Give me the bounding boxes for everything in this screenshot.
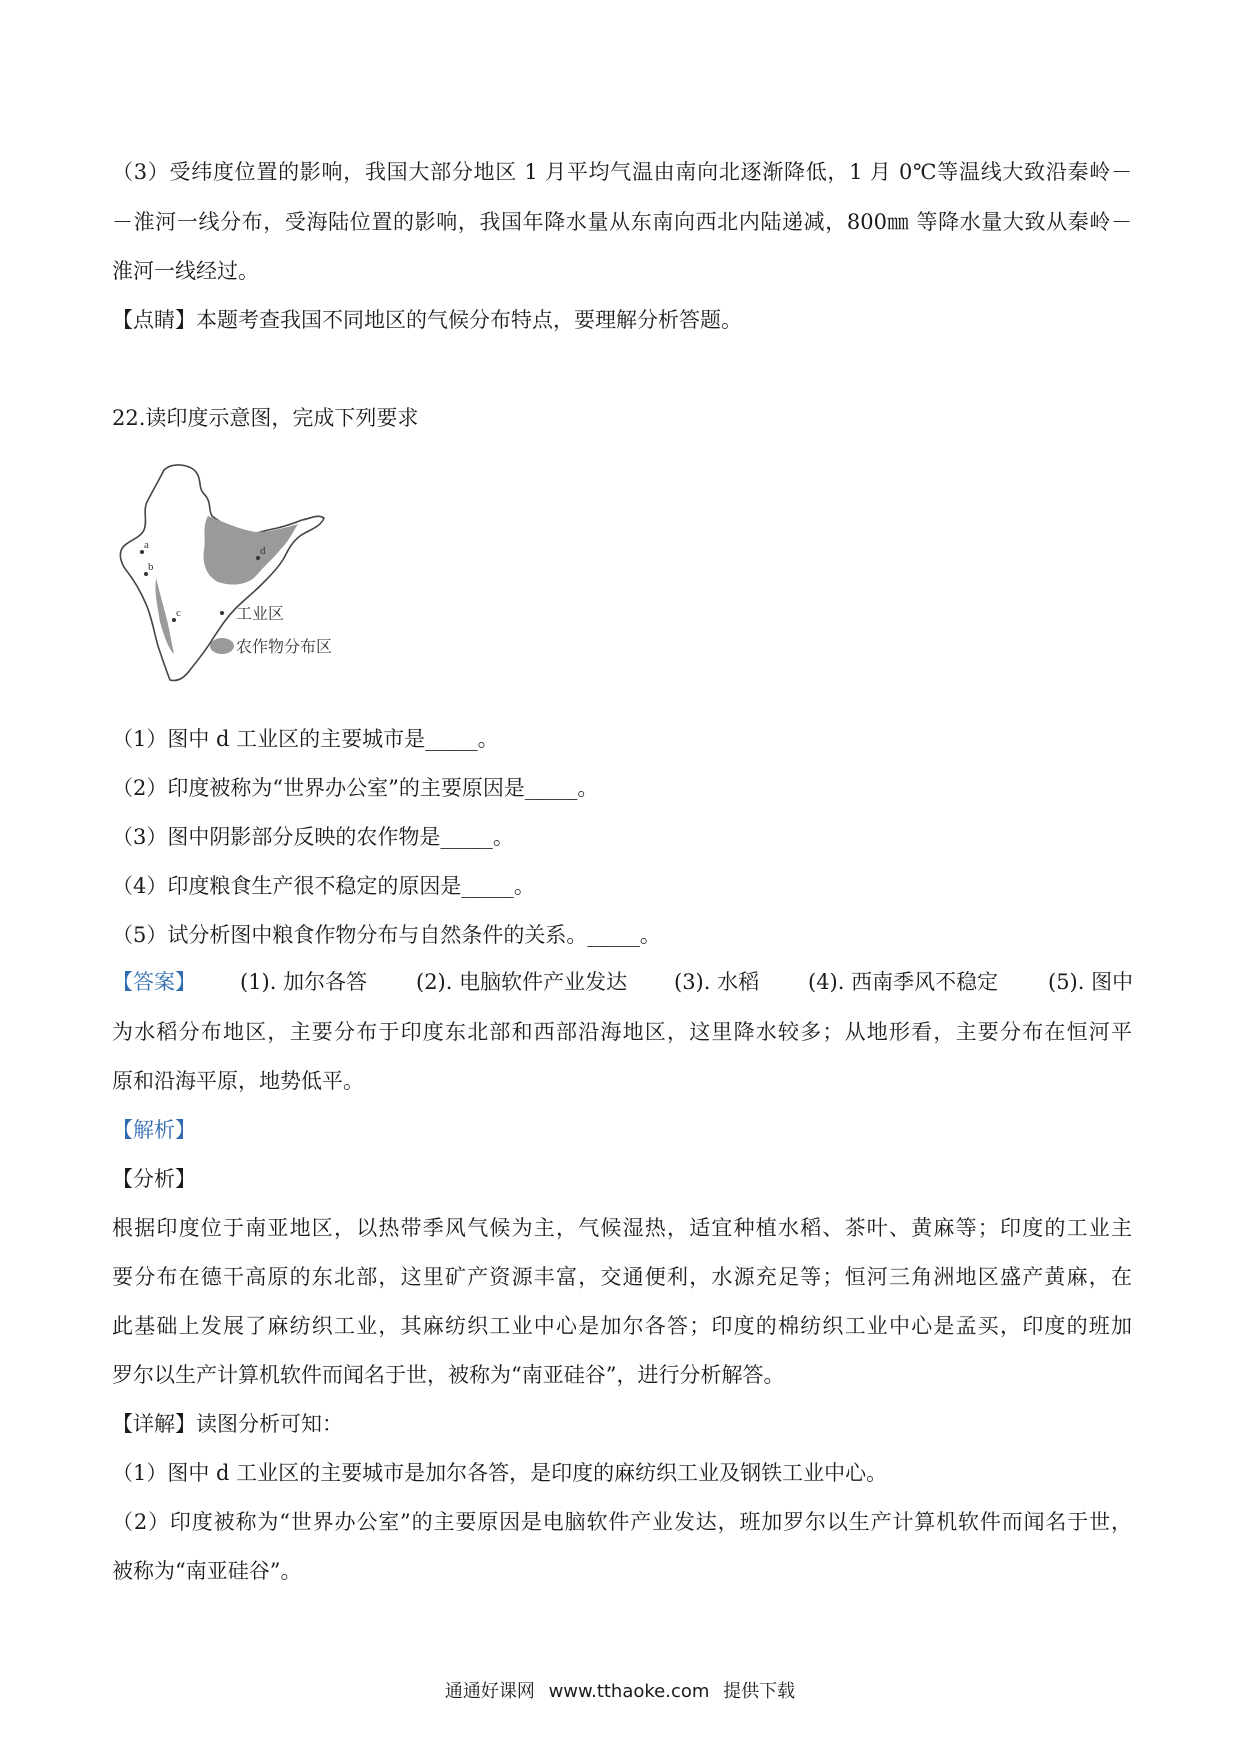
detail-1: （1）图中 d 工业区的主要城市是加尔各答，是印度的麻纺织工业及钢铁工业中心。 <box>112 1461 888 1485</box>
footer-url[interactable]: www.tthaoke.com <box>548 1681 710 1702</box>
section3-line1: （3）受纬度位置的影响，我国大部分地区 1 月平均气温由南向北逐渐降低，1 月 0℃等温线大致沿秦岭－ <box>112 160 1132 184</box>
legend-crop-swatch <box>210 638 234 654</box>
answer-line2: 为水稻分布地区，主要分布于印度东北部和西部沿海地区，这里降水较多；从地形看，主要分布在恒河平 <box>112 1020 1132 1044</box>
question-4: （4）印度粮食生产很不稳定的原因是_____。 <box>112 874 535 898</box>
analysis-line-4: 罗尔以生产计算机软件而闻名于世，被称为“南亚硅谷”，进行分析解答。 <box>112 1363 785 1387</box>
section3-line2: －淮河一线分布，受海陆位置的影响，我国年降水量从东南向西北内陆递减，800㎜ 等降水量大致从秦岭－ <box>112 210 1132 234</box>
legend-industry-label: 工业区 <box>236 604 285 623</box>
industry-dot-c <box>172 618 176 622</box>
map-label-c: c <box>176 607 181 619</box>
fenxi-label: 【分析】 <box>112 1167 196 1191</box>
page-footer <box>0 1679 1240 1705</box>
footer-site: 通通好课网 <box>444 1681 535 1702</box>
answer-line3: 原和沿海平原，地势低平。 <box>112 1069 364 1093</box>
industry-dot-a <box>140 550 144 554</box>
answer-label: 【答案】 <box>112 970 196 994</box>
industry-dot-d <box>256 556 260 560</box>
analysis-line-3: 此基础上发展了麻纺织工业，其麻纺织工业中心是加尔各答；印度的棉纺织工业中心是孟买，印度的班加 <box>112 1314 1132 1338</box>
question-1: （1）图中 d 工业区的主要城市是_____。 <box>112 727 499 751</box>
analysis-line-2: 要分布在德干高原的东北部，这里矿产资源丰富，交通便利，水源充足等；恒河三角洲地区盛产黄麻，在 <box>112 1265 1132 1289</box>
jiexi-label: 【解析】 <box>112 1118 196 1142</box>
question-2: （2）印度被称为“世界办公室”的主要原因是_____。 <box>112 776 599 800</box>
question-5: （5）试分析图中粮食作物分布与自然条件的关系。_____。 <box>112 923 661 947</box>
india-map <box>112 458 412 693</box>
xiangjie-label: 【详解】读图分析可知： <box>112 1412 343 1436</box>
detail-2-line2: 被称为“南亚硅谷”。 <box>112 1559 302 1583</box>
map-label-b: b <box>148 561 154 573</box>
detail-2-line1: （2）印度被称为“世界办公室”的主要原因是电脑软件产业发达，班加罗尔以生产计算机软件而闻名于世， <box>112 1510 1132 1534</box>
answer-3: (3). 水稻 <box>674 970 760 994</box>
map-label-a: a <box>144 539 149 551</box>
question-3: （3）图中阴影部分反映的农作物是_____。 <box>112 825 514 849</box>
answer-2: (2). 电脑软件产业发达 <box>416 970 628 994</box>
answer-1: (1). 加尔各答 <box>240 970 368 994</box>
industry-dot-b <box>144 572 148 576</box>
question-22-title: 22.读印度示意图，完成下列要求 <box>112 406 419 430</box>
map-label-d: d <box>260 545 266 557</box>
legend-industry-dot <box>220 611 224 615</box>
section3-line3: 淮河一线经过。 <box>112 259 259 283</box>
analysis-line-1: 根据印度位于南亚地区，以热带季风气候为主，气候湿热，适宜种植水稻、茶叶、黄麻等；印度的工业主 <box>112 1216 1132 1240</box>
dianjing-note: 【点睛】本题考查我国不同地区的气候分布特点，要理解分析答题。 <box>112 308 742 332</box>
footer-note: 提供下载 <box>723 1681 796 1702</box>
answer-5: (5). 图中 <box>1048 970 1134 994</box>
answer-4: (4). 西南季风不稳定 <box>808 970 999 994</box>
legend-crop-label: 农作物分布区 <box>236 637 333 656</box>
